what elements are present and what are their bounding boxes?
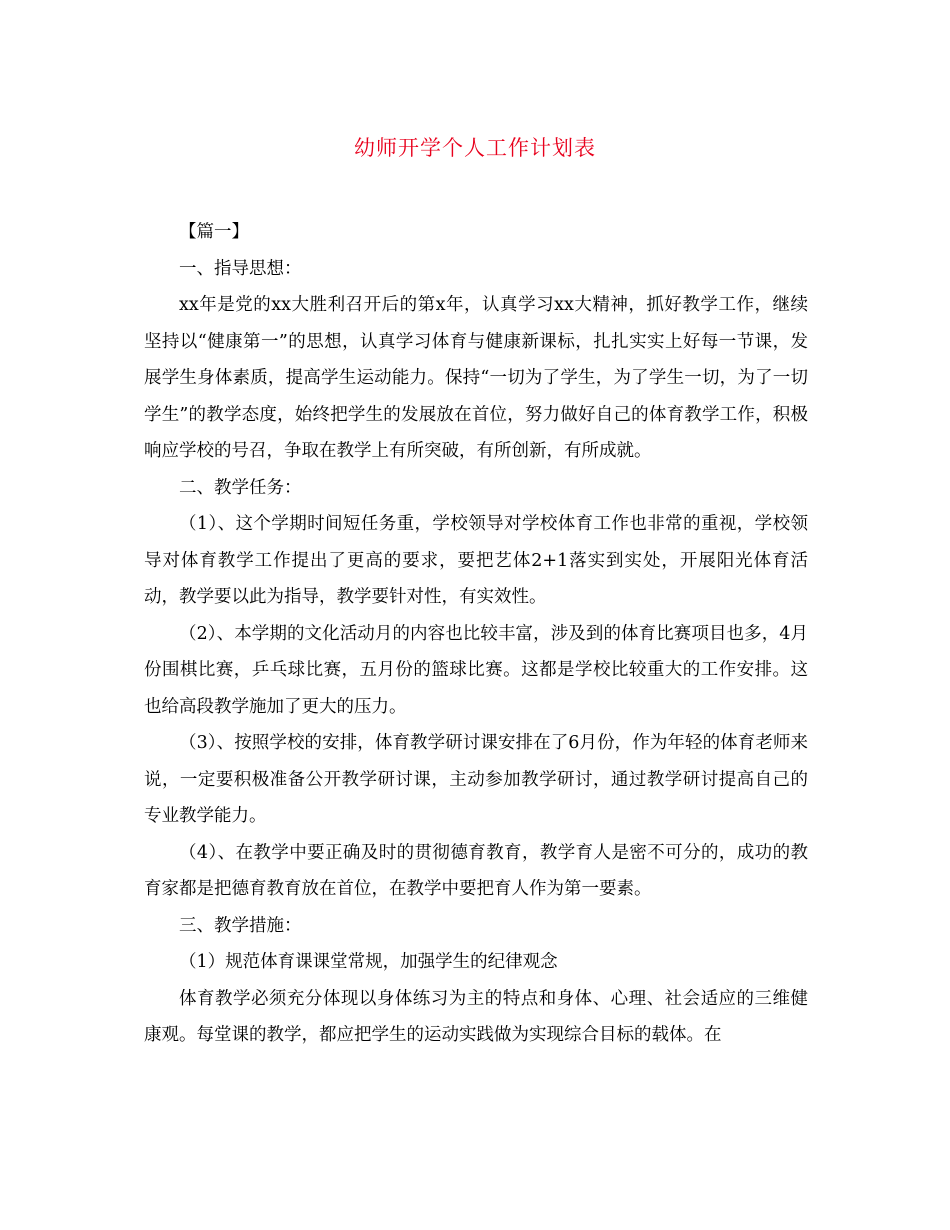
subheading-measure-1: （1）规范体育课课堂常规，加强学生的纪律观念	[179, 952, 558, 972]
paragraph-task-4: （4）、在教学中要正确及时的贯彻德育教育，教学育人是密不可分的，成功的教育家都是把德育教育放在首位，在教学中要把育人作为第一要素。	[144, 842, 808, 899]
section-label: 【篇一】	[179, 222, 249, 242]
heading-teaching-measures: 三、教学措施：	[179, 915, 302, 936]
paragraph-task-2: （2）、本学期的文化活动月的内容也比较丰富，涉及到的体育比赛项目也多，4月份围棋比赛，乒乓球比赛，五月份的篮球比赛。这都是学校比较重大的工作安排。这也给高段教学施加了更大的压力。	[144, 623, 808, 717]
paragraph-guiding-thought: xx年是党的xx大胜利召开后的第x年，认真学习xx大精神，抓好教学工作，继续坚持以“健康第一”的思想，认真学习体育与健康新课标，扎扎实实上好每一节课，发展学生身体素质，提高学生运动能力。保持“一切为了学生，为了学生一切，为了一切学生”的教学态度，始终把学生的发展放在首位，努力做好自己的体育教学工作，积极响应学校的号召，争取在教学上有所突破，有所创新，有所成就。	[144, 295, 808, 461]
heading-teaching-tasks: 二、教学任务：	[179, 477, 302, 498]
document-body	[144, 214, 808, 1054]
paragraph-measure-1: 体育教学必须充分体现以身体练习为主的特点和身体、心理、社会适应的三维健康观。每堂课的教学，都应把学生的运动实践做为实现综合目标的载体。在	[144, 988, 808, 1045]
paragraph-task-3: （3）、按照学校的安排，体育教学研讨课安排在了6月份，作为年轻的体育老师来说，一定要积极准备公开教学研讨课，主动参加教学研讨，通过教学研讨提高自己的专业教学能力。	[144, 733, 808, 826]
heading-guiding-thought: 一、指导思想：	[179, 258, 302, 279]
document-title: 幼师开学个人工作计划表	[354, 136, 596, 160]
paragraph-task-1: （1）、这个学期时间短任务重，学校领导对学校体育工作也非常的重视，学校领导对体育教学工作提出了更高的要求，要把艺体2+1落实到实处，开展阳光体育活动，教学要以此为指导，教学要针对性，有实效性。	[144, 514, 808, 607]
